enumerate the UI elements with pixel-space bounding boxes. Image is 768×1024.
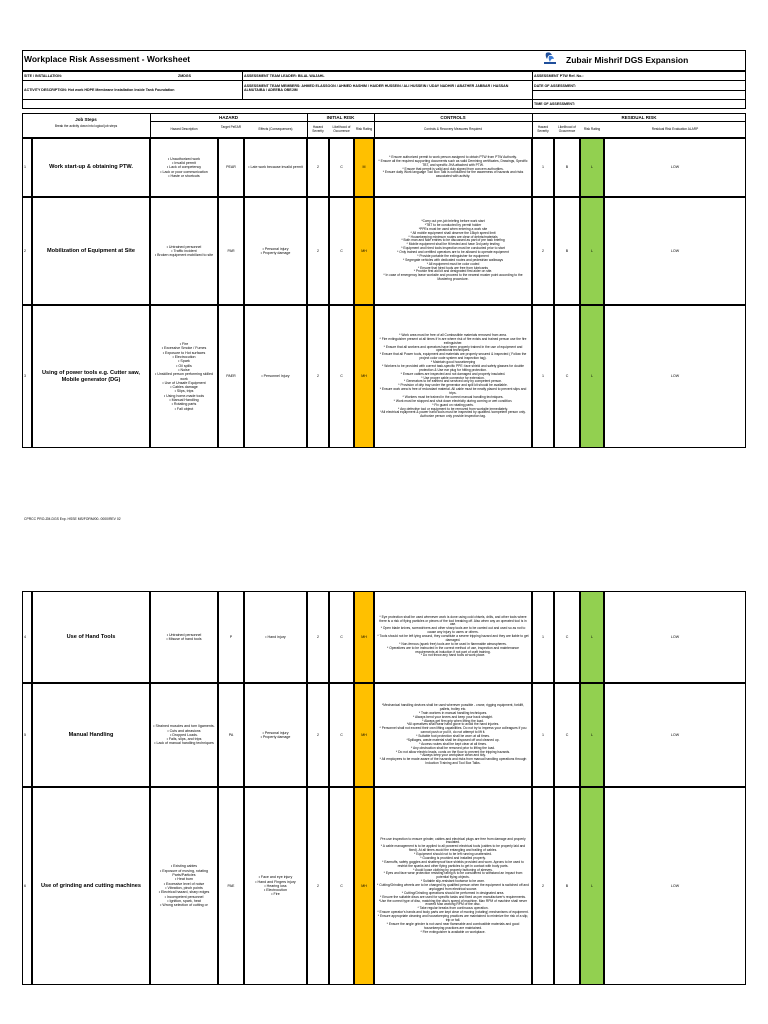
site-label: SITE / INSTALLATION: [24,74,62,78]
cell-hazard [150,138,218,197]
cell-text: 2 [317,883,319,888]
cell-r-likelihood [554,787,580,985]
likelihood-header: Likelihood of Occurrence [332,125,351,133]
cell-step [32,138,150,197]
cell-text: 2 [317,732,319,737]
cell-text: L [591,374,593,379]
cell-step [32,787,150,985]
cell-text: • Hand injury [265,634,286,639]
cell-likelihood [329,305,354,448]
cell-text: 2 [317,248,319,253]
cell-text: *Mechanical handling devices shall be used wherever possible - crane, rigging equipment, forklift, pallets, trolley etc. * Train workers in manual handling techniques. * Always bend your knees and keep your back straight. * Always get firm grip when lifting the load. *All operatives shall wear hand glove to avoid the hand injuries. * Personnel shall not exceed their own lifting capabilities. Do not try to impress your colleagues if you cannot push or pull it, do not attempt to lift it. * Suitable foot protection shall be worn at all times. *Spillages, waste material shall be disposed off and cleaned up. * Access routes shall be kept clear at all times. * Any obstruction shall be removed prior to lifting the load. * Do not allow electric leads, cords on the floor to prevent the tripping hazards. * Always keep your workplace clean and tidy. * All employees to be made aware of the hazards and risks from manual handling operations through Induction Training and Tool Box Talks. [379,703,527,766]
company-logo-icon [540,51,560,65]
cell-text: 1 [542,732,544,737]
cell-effects [244,591,307,683]
team-members: ASSESSMENT TEAM MEMBERS: AHMED ELASSOON / AHMED HASHIM / HAIDER HUSSEIN / ALI HUSSEIN / UDAY NADHIR / ABATHER JABBAR / HASSAN ALMUTAIBA / ADEEBA OBEJIM [244,84,509,93]
cell-text: L [591,165,593,170]
cell-text: • Existing cables • Exposure of moving, rotating Parts/Particles • Heat burn • Excessive level of noise • Vibration, pinch points • Electrical hazard, sharp edges • Incompetent personnel • Ignition, spark, heat • Wrong selection of cutting or [158,864,210,908]
cell-text: C [340,883,343,888]
date-label: DATE OF ASSESSMENT: [534,84,576,88]
cell-text: C [565,634,569,639]
residual-risk-header: RESIDUAL RISK [621,115,657,120]
cell-no [22,683,32,787]
cell-text: B [565,165,569,170]
cell-text: Use of grinding and cutting machines [40,882,142,889]
time-label: TIME OF ASSESSMENT: [534,102,575,106]
cell-no [22,138,32,197]
residual-likelihood-header: Likelihood of Occurrence [558,125,576,133]
cell-effects [244,305,307,448]
cell-evaluation [604,197,746,305]
cell-text: PAER [226,374,236,379]
hazard-header: HAZARD [219,115,238,120]
cell-rating [354,787,374,985]
job-steps-header: Job Steps [75,117,97,122]
cell-text: 2 [24,248,26,253]
cell-text: 2 [542,248,544,253]
cell-rating [354,197,374,305]
cell-text: MH [361,248,367,253]
cell-severity [307,138,329,197]
cell-evaluation [604,683,746,787]
cell-controls [374,138,532,197]
cell-target [218,683,244,787]
cell-text: Use of Hand Tools [66,633,116,640]
cell-controls [374,591,532,683]
cell-step [32,591,150,683]
cell-hazard [150,305,218,448]
cell-r-severity [532,305,554,448]
cell-effects [244,787,307,985]
cell-rating [354,138,374,197]
cell-evaluation [604,787,746,985]
cell-r-severity [532,787,554,985]
cell-text: M [362,165,366,170]
cell-r-rating [580,305,604,448]
cell-text: 1 [542,634,544,639]
cell-text: 2 [542,883,544,888]
cell-likelihood [329,787,354,985]
team-leader: ASSESSMENT TEAM LEADER: BILAL WAJAHL [244,74,325,78]
site-value: ZMDGS [178,74,191,78]
cell-target [218,197,244,305]
cell-text: MH [361,732,367,737]
cell-r-rating [580,197,604,305]
target-header: Target PeEAR [220,125,242,129]
cell-controls [374,787,532,985]
cell-step [32,197,150,305]
hazard-description-header: Hazard Description [170,127,198,131]
cell-text: B [565,248,569,253]
cell-text: LOW [670,165,680,170]
cell-text: 6 [24,883,26,888]
cell-text: • Face and eye injury • Hand and Fingers injury • Hearing loss • Electrocution • Fire [255,875,296,897]
job-steps-subheader: Break the activity down into logical job steps [54,124,118,128]
cell-severity [307,683,329,787]
cell-text: C [340,732,343,737]
cell-text: B [565,883,569,888]
cell-rating [354,305,374,448]
cell-text: 1 [542,374,544,379]
cell-r-likelihood [554,683,580,787]
cell-text: * Work area must be free of all Combustible materials removed from area. * Fire extinguisher present at all times if in are where risk of fire exists and trained person use the fire extinguisher. * Ensure that all workers and operators have been properly trained in the use of equipment and operational techniques. * Ensure that all Power tools, equipment and materials are properly secured & inspected ( Follow the project color code system and inspection tag). * Maintain good housekeeping * Workers to be provided with correct task-specific PPE: face shield and safety glasses for double protection & Use ear plug for hitting protection. * Ensure cables are inspected and not damaged and properly insulated. * Use proper cable connector for extension. * Generators to be earthed and serviced only by competent person. * Provision of drip tray under the generator and spill kit should be available. * Ensure work area is free of redundant material. All cable must be neatly placed to prevent slips and trips. * Workers must be trained in the correct manual handling techniques. * Work must be stopped and shut down electricity during coming or wet condition. * Fix guard on rotating parts. * Any defective tool or equipment to be removed from worksite immediately. *All electrical equipment & power hand tools must be inspected by qualified /competent person only. Authorize person only provide inspection tag. [379,332,527,419]
cell-severity [307,591,329,683]
residual-evaluation-header: Residual Risk Evaluation ALARP [651,127,699,131]
cell-text: C [565,732,569,737]
cell-rating [354,683,374,787]
cell-text: 5 [24,732,26,737]
cell-text: LOW [670,374,680,379]
cell-evaluation [604,591,746,683]
cell-text: 2 [317,374,319,379]
cell-r-severity [532,683,554,787]
cell-text: C [340,248,343,253]
cell-controls [374,683,532,787]
cell-r-likelihood [554,138,580,197]
cell-step [32,305,150,448]
cell-text: PA [228,732,234,737]
effects-header: Effects (Consequences) [258,127,293,131]
cell-severity [307,197,329,305]
cell-text: *Carry out pre-job briefing before work start *TBT to be conducted by permit holder *PPEs must be used when entering a work site * All mobile equipment shall observe the 15kph speed limit * Housekeeping minimum routes are clear of debris/materials * Both man and side entries to be discussed as part of pre task briefing * Mobile equipment shall be fit tested and have 3rd party testing * Equipment and hired tools inspection must be conducted prior to start * Only trained and certified operators are to be allowed to operate equipment * Provide portable fire extinguisher for equipment * Segregate vehicles with dedicated routes and pedestrian walkways * All equipment must be color coded * Ensure that hired tools are free from lubricants * Provide first aid kit and designated first aider on site. * In case of emergency leave worksite and proceed to the nearest muster point according to the Mustering procedure. [383,219,523,282]
cell-text: • Late work because invalid permit [248,165,303,170]
severity-header: Hazard Severity [312,125,324,133]
cell-controls [374,197,532,305]
cell-r-likelihood [554,305,580,448]
cell-text: L [591,634,593,639]
cell-text: MH [361,374,367,379]
cell-controls [374,305,532,448]
residual-severity-header: Hazard Severity [537,125,549,133]
cell-r-likelihood [554,591,580,683]
cell-text: LOW [670,634,680,639]
cell-target [218,138,244,197]
cell-effects [244,683,307,787]
cell-no [22,787,32,985]
cell-step [32,683,150,787]
cell-text: PAR [227,248,235,253]
cell-likelihood [329,138,354,197]
cell-text: C [565,374,569,379]
document-footer: CPRCC PRO-ZM-DGS Exp. HSSE MS/FORM/00- 0000/REV 02 [24,517,121,521]
cell-r-severity [532,197,554,305]
initial-risk-header: INITIAL RISK [326,115,355,120]
activity-description: ACTIVITY DESCRIPTION: Hot work HDPE Membrane Installation Inside Tank Foundation [24,88,175,92]
cell-r-severity [532,591,554,683]
cell-text: Manual Handling [68,731,114,738]
cell-r-likelihood [554,197,580,305]
cell-severity [307,787,329,985]
cell-r-rating [580,138,604,197]
cell-text: • Personal injury • Property damage [260,730,291,739]
cell-text: • Personnel Injury [261,374,290,379]
cell-text: 2 [317,165,319,170]
cell-likelihood [329,591,354,683]
cell-no [22,305,32,448]
cell-hazard [150,591,218,683]
controls-subheader: Controls & Recovery Measures Required [424,127,482,131]
cell-text: L [591,732,593,737]
cell-r-rating [580,591,604,683]
cell-target [218,787,244,985]
cell-likelihood [329,683,354,787]
cell-hazard [150,683,218,787]
cell-effects [244,197,307,305]
cell-text: C [340,634,343,639]
cell-text: * Ensure authorized permit to work person assigned to obtain PTW from PTW Authority. * Ensure all the required supporting documents such as valid Demining certificates, Drawings, Specific TBT, and specific JHA attached with PTW. * Ensure that permit is valid and duly signed from concern authorities. * Ensure daily Work language Tool Box Talk is conducted for the awareness of hazards and risks associated with activity. [378,154,528,179]
page-title: Workplace Risk Assessment - Worksheet [24,54,191,64]
cell-evaluation [604,305,746,448]
company-name: Zubair Mishrif DGS Expansion [566,55,689,65]
cell-effects [244,138,307,197]
cell-likelihood [329,197,354,305]
cell-text: LOW [670,883,680,888]
cell-text: LOW [670,732,680,737]
cell-r-severity [532,138,554,197]
cell-text: L [591,883,593,888]
cell-text: 4 [24,634,26,639]
cell-text: PAE [227,883,235,888]
cell-text: • Unauthorized work • Invalid permit • Lack of competency • Lack or poor communication • Haste or shortcuts [160,156,208,178]
cell-target [218,305,244,448]
cell-text: • Personal injury • Property damage [260,246,291,255]
cell-text: PEAR [226,165,236,170]
residual-rating-header: Risk Rating [583,127,601,131]
ptw-ref-label: ASSESSMENT PTW Ref. No.: [534,74,584,78]
cell-rating [354,591,374,683]
cell-text: MH [361,883,367,888]
cell-evaluation [604,138,746,197]
cell-no [22,591,32,683]
cell-severity [307,305,329,448]
cell-text: P [229,634,233,639]
rating-header: Risk Rating [355,127,373,131]
cell-text: • Strained muscles and torn ligaments. • Cuts and abrasions • Dropped Loads. • Falls, slips, and trips • Lack of manual handling techniques [153,724,215,746]
cell-text: Using of power tools e.g. Cutter saw, Mobile generator (DG) [41,369,140,383]
cell-text: Pre-use inspection to ensure grinder, cables and electrical plugs are free from damage and properly insulated. * A cable management is to be applied to all powered electrical tools (cables to be properly laid and fixed). At all times avoid the entangling and trailing of cables. * Equipment should not to be left running unattended. * Guarding is provided and installed properly. * Earmuffs, safety goggles and shatterproof face shields provided and worn. Aprons to be used to restrict the sparks and other flying particles to get in contact with body parts. * Avoid loose clothing by properly buttoning of sleeves. * Eyes and face wear protection resisting rating is to be considered to withstand an impact from potential flying objects. * Suitable slip-resistant footwear to be worn. * Cutting/Grinding wheels are to be changed by qualified person when the equipment is switched off and unplugged from electrical source. * Cutting/Grinding operations should be performed in designated area. * Ensure the suitable discs are used for specific tasks and fixed as per manufacturer's requirements. *Use the correct type of disc, matching the disc's speed of machine. Max RPM of machine shall never exceed Max working RPM of the disc. * Take regular breaks from continuous operation. * Ensure operator's hands and body parts are kept clear of moving (rotating) mechanisms of equipment. * Ensure appropriate cleaning and housekeeping practices are maintained to minimize the risk of a slip, trip or fall. * Ensure the angle grinder is not used near flammable and combustible materials and good housekeeping practices are maintained. * Fire extinguisher is available on workplace. [377,836,529,934]
cell-text: • Untrained personnel • Misuse of hand tools [166,632,202,641]
cell-target [218,591,244,683]
cell-text: L [591,248,593,253]
cell-text: Mobilization of Equipment at Site [47,247,135,254]
cell-text: 1 [542,165,544,170]
cell-text: MH [361,634,367,639]
cell-r-rating [580,683,604,787]
cell-text: 3 [24,374,26,379]
cell-hazard [150,197,218,305]
cell-r-rating [580,787,604,985]
cell-text: • Untrained personnel • Traffic incident • Broken equipment mobilized to site [154,244,214,258]
cell-text: * Eye protection shall be used whenever work is done using cold chisels, drills, and other tools where there is a risk of flying particles or pieces of the tool breaking off. Also when any an operated tool is in use. * Open blade knives, screwdrivers and other sharp tools are to be carried out and used so as not to cause any injury to users or others. * Tools should not be left lying around, they constitute a severe tripping hazard and they are liable to get damaged. * Non-ferrous (spark free) tools are to be used in flammable atmospheres. * Operatives are to be instructed in the correct method of use, inspection and maintenance requirements at induction if not part of craft training. * Do not throw any hand tools at work place. [377,614,529,658]
cell-text: C [340,165,343,170]
cell-text: Work start-up & obtaining PTW. [49,164,133,171]
cell-text: 1 [24,165,26,170]
cell-no [22,197,32,305]
cell-text: 2 [317,634,319,639]
cell-hazard [150,787,218,985]
controls-header: CONTROLS [440,115,466,120]
cell-text: C [340,374,343,379]
cell-text: • Fire • Excessive Smoke / Fumes • Exposure to Hot surfaces • Electrocution • Spark • Oil spills • Noise • Unskilled person performing skilled work • Use of Unsafe Equipment • Cables damage • Slips, trips • Using home-made tools • Manual Handling • Rotating parts • Fall object [155,342,213,411]
cell-text: LOW [670,248,680,253]
